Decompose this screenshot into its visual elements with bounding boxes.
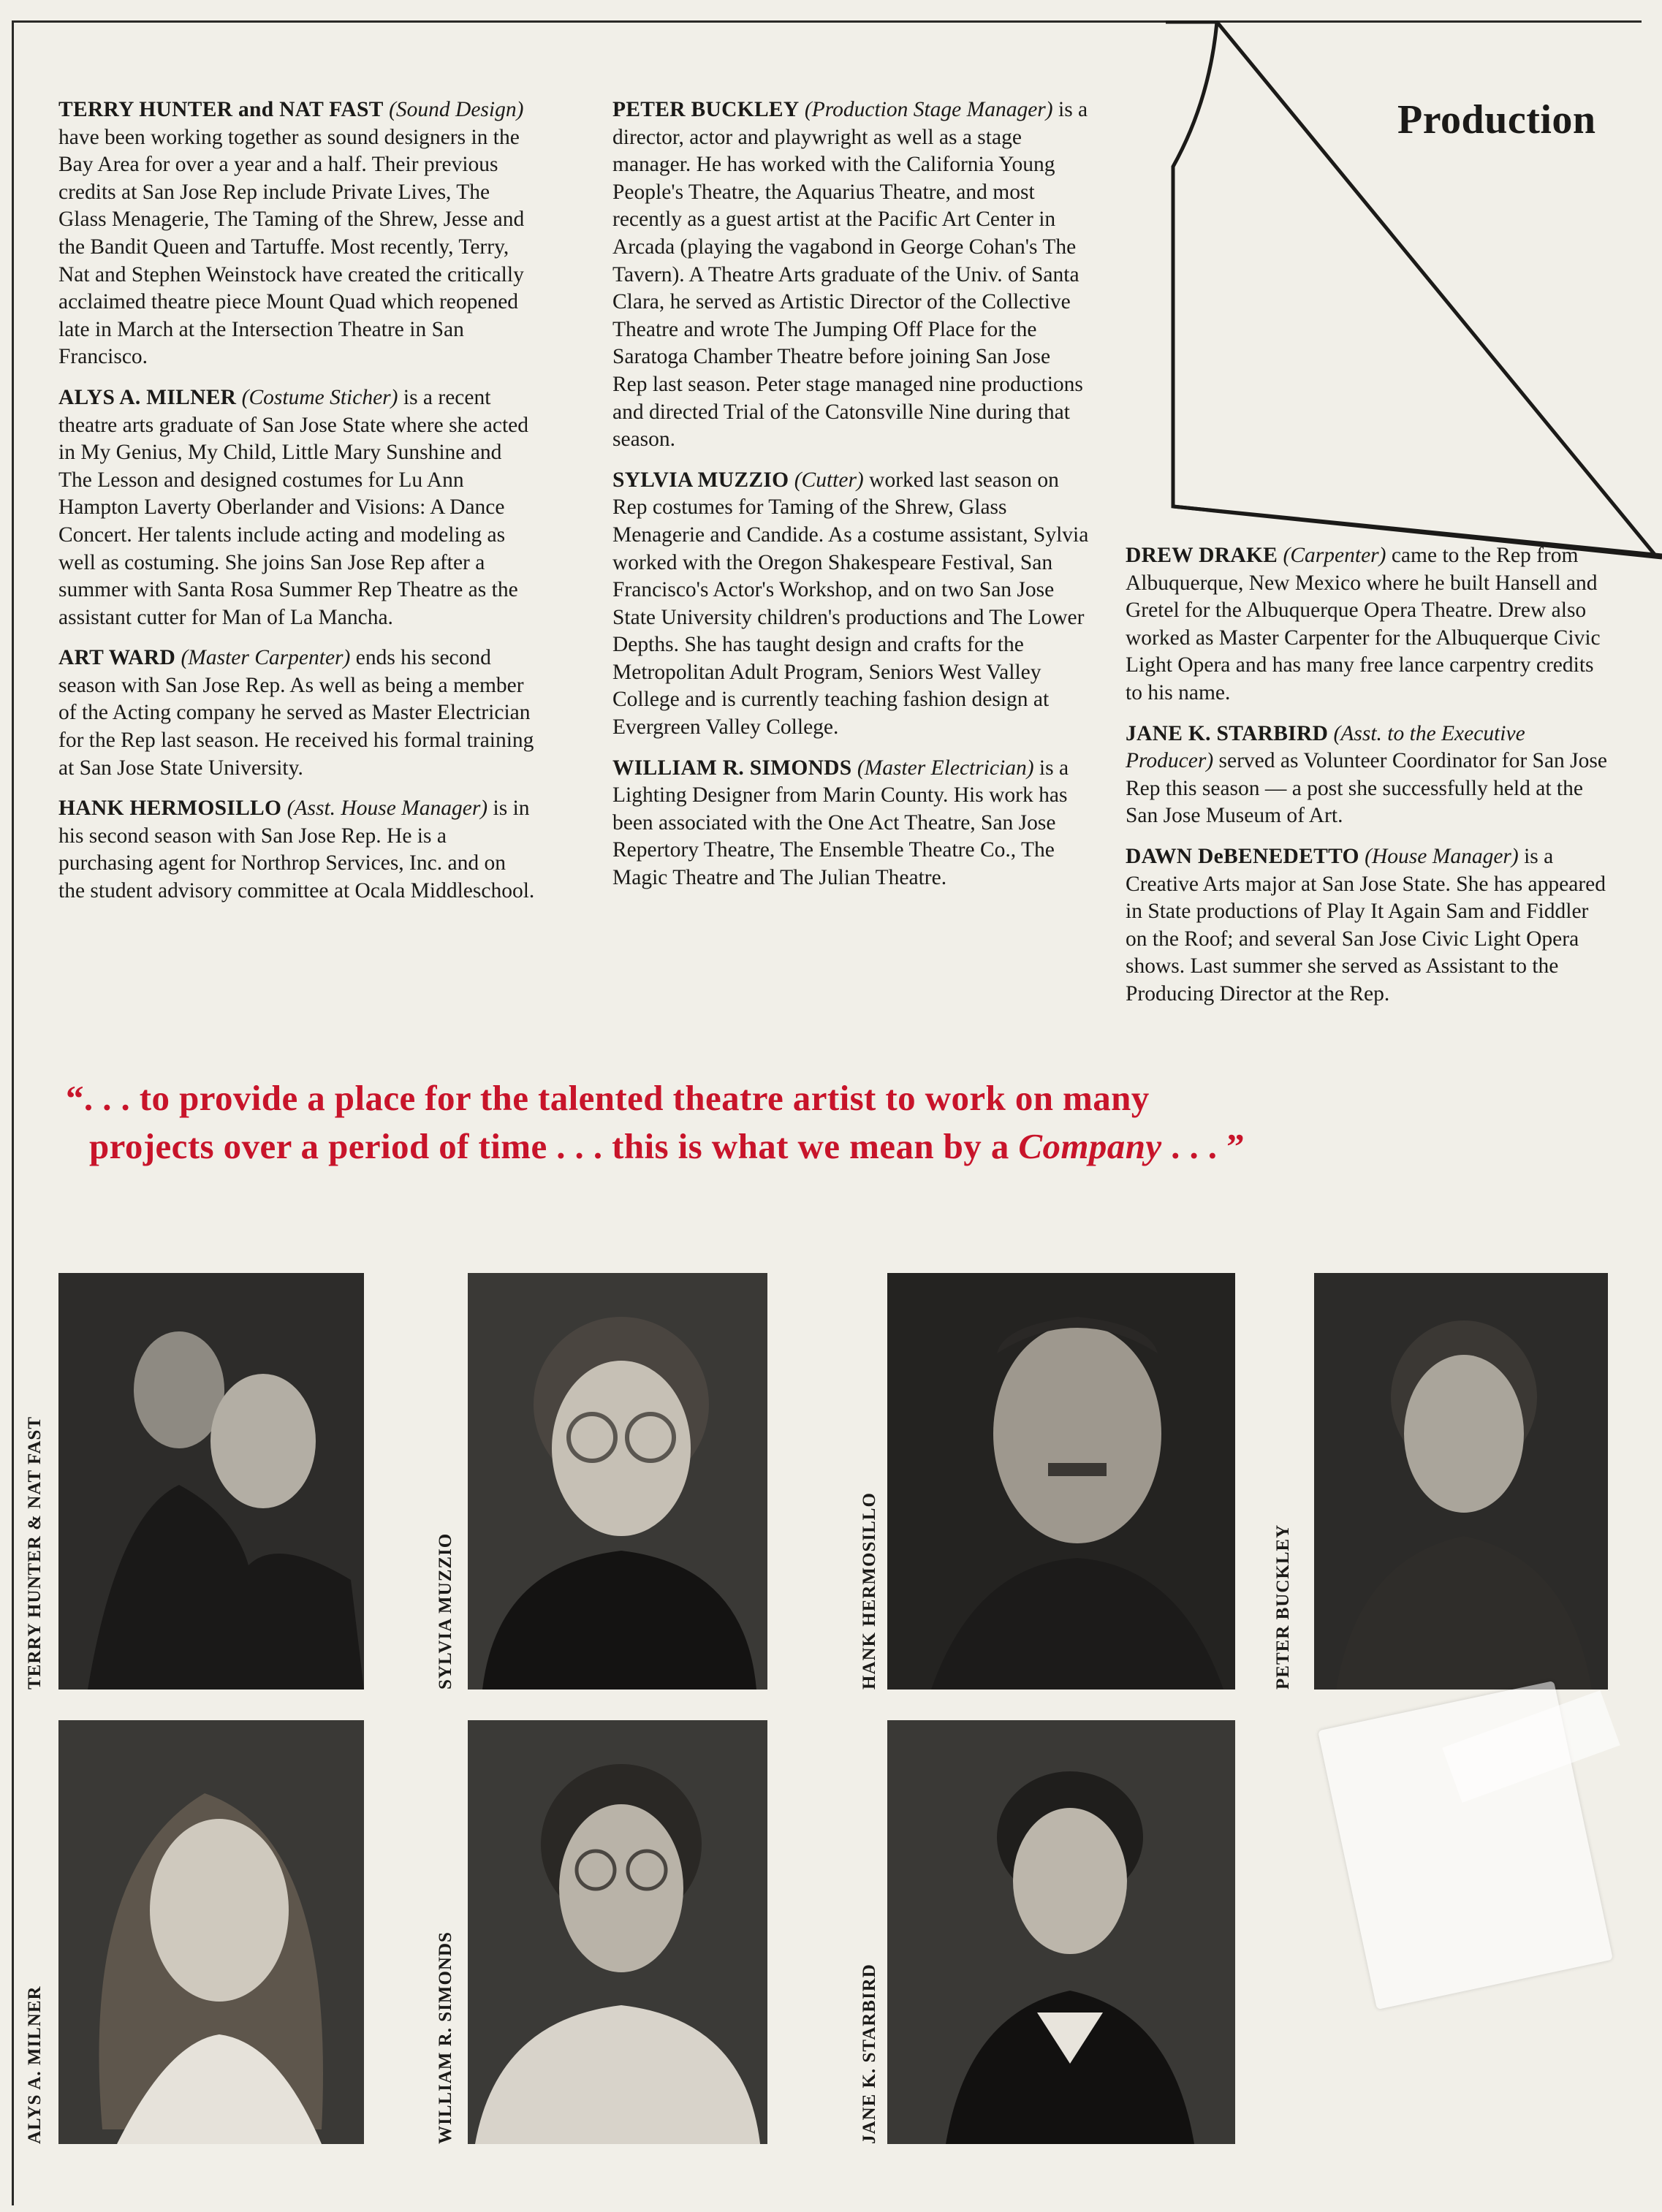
bio-name: SYLVIA MUZZIO [612,468,789,492]
caption-alys-milner: ALYS A. MILNER [25,1985,45,2144]
bio-alys-milner [58,384,535,631]
bio-jane-starbird [1126,721,1608,830]
bio-role: (House Manager) [1365,844,1519,868]
bio-name: TERRY HUNTER and NAT FAST [58,98,384,121]
bio-text: is a recent theatre arts graduate of San Jose State where she acted in My Genius, My Child, Little Mary Sunshine and The Lesson and designed costumes for Lu Ann Hampton Laverty Oberlander and Visions: A Dance Concert. Her talents include acting and modeling as well as costuming. She joins San Jose Rep after a summer with Santa Rosa Summer Rep Theatre as the assistant cutter for Man of La Mancha. [58,385,528,629]
bio-name: DAWN DeBENEDETTO [1126,844,1359,868]
bio-role: (Asst. to the Executive Producer) [1126,721,1525,773]
bio-name: ALYS A. MILNER [58,385,237,409]
bio-role: (Master Electrician) [857,756,1034,780]
photo-william-simonds [468,1720,767,2144]
bio-text: have been working together as sound designers in the Bay Area for over a year and a half. Their previous credits at San Jose Rep include Private Lives, The Glass Menagerie, The Taming of the Shrew, Jesse and the Bandit Queen and Tartuffe. Most recently, Terry, Nat and Stephen Weinstock have created the critically acclaimed theatre piece Mount Quad which reopened late in March at the Intersection Theatre in San Francisco. [58,125,525,369]
bio-role: (Cutter) [794,468,864,492]
caption-hank-hermosillo: HANK HERMOSILLO [860,1492,879,1690]
quote-line-2-end: . . . ” [1161,1126,1245,1166]
bio-column-left [58,96,535,919]
quote-line-2-start: projects over a period of time . . . this is what we mean by a [89,1126,1019,1166]
bio-text: ends his second season with San Jose Rep. As well as being a member of the Acting company he served as Master Electrician for the Rep last season. He received his formal training at San Jose State University. [58,646,534,780]
bio-role: (Carpenter) [1283,544,1386,567]
bio-art-ward [58,645,535,782]
bio-text: is a director, actor and playwright as well as a stage manager. He has worked with the California Young People's Theatre, the Aquarius Theatre, and most recently as a guest artist at the Pacific Art Center in Arcada (playing the vagabond in George Cohan's The Tavern). A Theatre Arts graduate of the Univ. of Santa Clara, he served as Artistic Director of the Collective Theatre and wrote The Jumping Off Place for the Saratoga Chamber Theatre before joining San Jose Rep last season. Peter stage managed nine productions and directed Trial of the Catonsville Nine during that season. [612,98,1088,452]
company-quote [66,1074,1571,1171]
quote-line-1: “. . . to provide a place for the talented theatre artist to work on many [66,1078,1150,1118]
bio-name: HANK HERMOSILLO [58,797,282,821]
bio-peter-buckley [612,96,1089,454]
bio-text: is a Lighting Designer from Marin County. His work has been associated with the One Act Theatre, San Jose Repertory Theatre, The Ensemble Theatre Co., The Magic Theatre and The Julian Theatre. [612,756,1069,890]
quote-emphasis: Company [1018,1126,1162,1166]
bio-drew-drake [1126,542,1608,707]
caption-william-simonds: WILLIAM R. SIMONDS [436,1931,455,2144]
bio-text: came to the Rep from Albuquerque, New Mexico where he built Hansell and Gretel for the Albuquerque Opera Theatre. Drew also worked as Master Carpenter for the Albuquerque Civic Light Opera and has many free lance carpentry credits to his name. [1126,544,1601,704]
bio-name: PETER BUCKLEY [612,98,800,121]
photo-peter-buckley [1314,1273,1608,1690]
bio-name: JANE K. STARBIRD [1126,721,1329,745]
bio-sylvia-muzzio [612,467,1089,742]
bio-name: DREW DRAKE [1126,544,1278,567]
bio-name: WILLIAM R. SIMONDS [612,756,852,780]
photo-alys-milner [58,1720,364,2144]
bio-terry-hunter-nat-fast [58,96,535,371]
bio-role: (Sound Design) [389,98,524,121]
photo-hank-hermosillo [887,1273,1235,1690]
caption-terry-hunter-nat-fast: TERRY HUNTER & NAT FAST [25,1415,45,1690]
bio-william-simonds [612,755,1089,892]
bio-role: (Costume Sticher) [241,385,398,409]
caption-jane-starbird: JANE K. STARBIRD [860,1964,879,2144]
bio-text: is a Creative Arts major at San Jose State. She has appeared in State productions of Play It Again Sam and Fiddler on the Roof; and several San Jose Civic Light Opera shows. Last summer she served as Assistant to the Producing Director at the Rep. [1126,844,1606,1006]
bio-text: served as Volunteer Coordinator for San Jose Rep this season — a post she successfully held at the San Jose Museum of Art. [1126,749,1607,828]
photo-terry-hunter-nat-fast [58,1273,364,1690]
bio-text: is in his second season with San Jose Rep. He is a purchasing agent for Northrop Services, Inc. and on the student advisory committee at Ocala Middleschool. [58,797,535,903]
photo-jane-starbird [887,1720,1235,2144]
bio-text: worked last season on Rep costumes for Taming of the Shrew, Glass Menagerie and Candide. As a costume assistant, Sylvia worked with the Oregon Shakespeare Festival, San Francisco's Actor's Workshop, and on two San Jose State University children's productions and The Lower Depths. She has taught design and crafts for the Metropolitan Adult Program, Seniors West Valley College and is currently teaching fashion design at Evergreen Valley College. [612,468,1089,740]
quote-line-2 [66,1122,1571,1171]
bio-hank-hermosillo [58,795,535,905]
caption-sylvia-muzzio: SYLVIA MUZZIO [436,1532,455,1690]
caption-peter-buckley: PETER BUCKLEY [1273,1524,1293,1690]
section-title: Production [1397,97,1596,142]
bio-role: (Master Carpenter) [181,646,351,670]
bio-column-middle [612,96,1089,905]
bio-name: ART WARD [58,646,176,670]
bio-role: (Production Stage Manager) [804,98,1053,121]
bio-role: (Asst. House Manager) [287,797,488,821]
bio-dawn-debenedetto [1126,843,1608,1008]
photo-sylvia-muzzio [468,1273,767,1690]
bio-column-right [1126,542,1608,1022]
